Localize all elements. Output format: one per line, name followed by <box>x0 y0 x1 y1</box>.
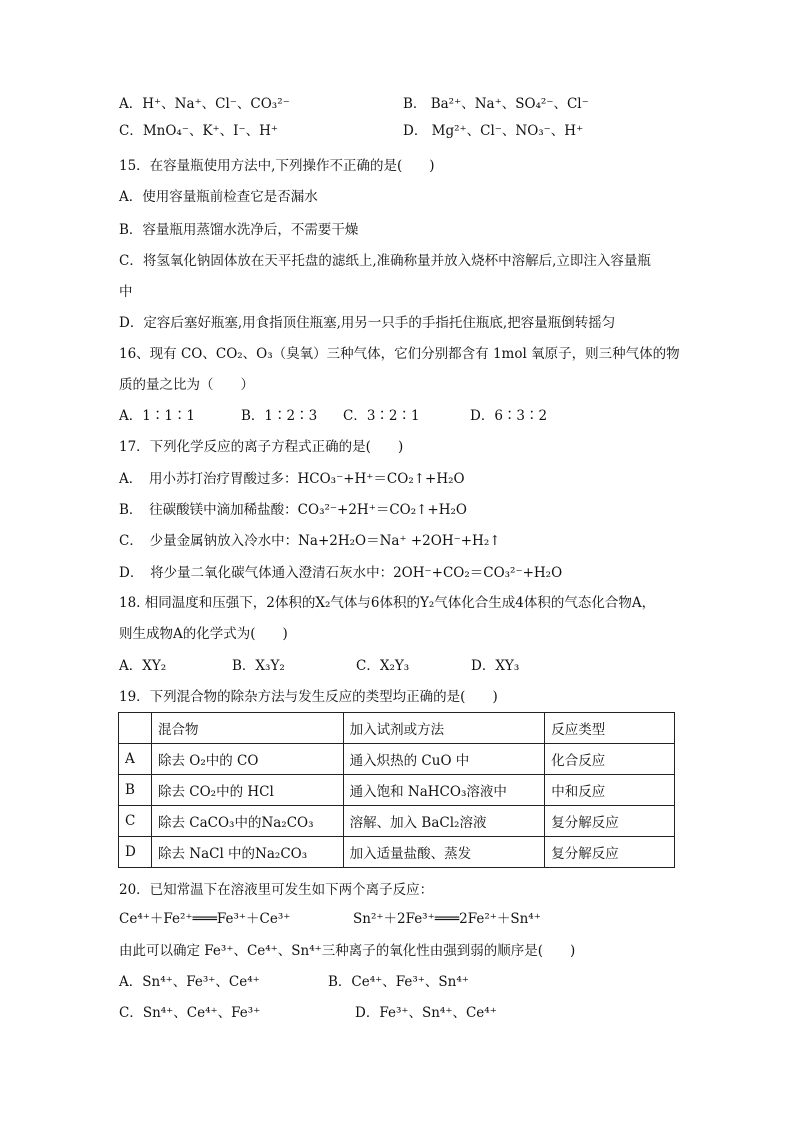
q18-option-c: C．X₂Y₃ <box>356 658 410 674</box>
table-cell: 溶解、加入 BaCl₂溶液 <box>343 806 545 837</box>
table-row <box>119 837 675 868</box>
q16-stem-line2: 质的量之比为（ ） <box>119 377 254 393</box>
q17-stem: 17．下列化学反应的离子方程式正确的是( ) <box>119 439 404 455</box>
q14-option-b: B． Ba²⁺、Na⁺、SO₄²⁻、Cl⁻ <box>403 96 589 112</box>
q15-option-d: D．定容后塞好瓶塞,用食指顶住瓶塞,用另一只手的手指托住瓶底,把容量瓶倒转摇匀 <box>119 315 616 331</box>
q17-option-b: B． 往碳酸镁中滴加稀盐酸：CO₃²⁻+2H⁺＝CO₂↑+H₂O <box>119 502 468 518</box>
q14-option-d: D． Mg²⁺、Cl⁻、NO₃⁻、H⁺ <box>403 123 584 139</box>
q16-option-d: D．6∶3∶2 <box>470 408 548 424</box>
q16-option-c: C．3∶2∶1 <box>343 408 420 424</box>
q15-option-b: B．容量瓶用蒸馏水洗净后，不需要干燥 <box>119 222 359 238</box>
q18-option-b: B．X₃Y₂ <box>232 658 285 674</box>
table-cell: 除去 CO₂中的 HCl <box>151 775 343 806</box>
q19-stem: 19．下列混合物的除杂方法与发生反应的类型均正确的是( ) <box>119 689 498 705</box>
q20-stem-line2: 由此可以确定 Fe³⁺、Ce⁴⁺、Sn⁴⁺三种离子的氧化性由强到弱的顺序是( ) <box>119 943 576 959</box>
q16-stem-line1: 16、现有 CO、CO₂、O₃（臭氧）三种气体，它们分别都含有 1mol 氧原子，则三种气体的物 <box>119 346 680 362</box>
q20-option-c: C．Sn⁴⁺、Ce⁴⁺、Fe³⁺ <box>119 1005 261 1021</box>
q15-option-c-line2: 中 <box>119 284 133 300</box>
q17-option-d: D． 将少量二氧化碳气体通入澄清石灰水中：2OH⁻+CO₂＝CO₃²⁻+H₂O <box>119 565 563 581</box>
table-cell: 化合反应 <box>545 744 675 775</box>
q20-stem: 20．已知常温下在溶液里可发生如下两个离子反应： <box>119 882 434 898</box>
q16-option-a: A．1∶1∶1 <box>119 408 196 424</box>
table-header-row <box>119 713 675 744</box>
q20-option-b: B．Ce⁴⁺、Fe³⁺、Sn⁴⁺ <box>328 974 469 990</box>
table-header-cell: 加入试剂或方法 <box>343 713 545 744</box>
table-header-cell: 反应类型 <box>545 713 675 744</box>
q20-equation-2: Sn²⁺＋2Fe³⁺═══2Fe²⁺＋Sn⁴⁺ <box>353 911 541 927</box>
q18-stem-line1: 18. 相同温度和压强下，2体积的X₂气体与6体积的Y₂气体化合生成4体积的气态化合物A， <box>119 595 656 611</box>
q17-option-c: C． 少量金属钠放入冷水中：Na+2H₂O＝Na⁺ +2OH⁻+H₂↑ <box>119 533 501 549</box>
table-cell: 中和反应 <box>545 775 675 806</box>
table-cell: 通入饱和 NaHCO₃溶液中 <box>343 775 545 806</box>
table-cell: 通入炽热的 CuO 中 <box>343 744 545 775</box>
table-cell: A <box>119 744 152 775</box>
table-cell: C <box>119 806 152 837</box>
q20-equation-1: Ce⁴⁺＋Fe²⁺═══Fe³⁺＋Ce³⁺ <box>119 911 291 927</box>
q18-stem-line2: 则生成物A的化学式为( ) <box>119 626 288 642</box>
table-row <box>119 806 675 837</box>
table-cell: 加入适量盐酸、蒸发 <box>343 837 545 868</box>
table-cell: 除去 NaCl 中的Na₂CO₃ <box>151 837 343 868</box>
q14-option-c: C．MnO₄⁻、K⁺、I⁻、H⁺ <box>119 123 279 139</box>
table-header-cell <box>119 713 152 744</box>
q20-option-d: D．Fe³⁺、Sn⁴⁺、Ce⁴⁺ <box>355 1005 497 1021</box>
table-row <box>119 744 675 775</box>
q15-option-a: A．使用容量瓶前检查它是否漏水 <box>119 189 318 205</box>
q20-option-a: A．Sn⁴⁺、Fe³⁺、Ce⁴⁺ <box>119 974 260 990</box>
table-cell: 除去 CaCO₃中的Na₂CO₃ <box>151 806 343 837</box>
q17-option-a: A． 用小苏打治疗胃酸过多：HCO₃⁻+H⁺＝CO₂↑+H₂O <box>119 471 465 487</box>
table-cell: 复分解反应 <box>545 806 675 837</box>
table-cell: 复分解反应 <box>545 837 675 868</box>
table-cell: 除去 O₂中的 CO <box>151 744 343 775</box>
q15-stem: 15．在容量瓶使用方法中,下列操作不正确的是( ) <box>119 158 435 174</box>
q18-option-a: A．XY₂ <box>119 658 167 674</box>
q14-option-a: A．H⁺、Na⁺、Cl⁻、CO₃²⁻ <box>119 96 290 112</box>
table-cell: B <box>119 775 152 806</box>
table-cell: D <box>119 837 152 868</box>
q15-option-c-line1: C．将氢氧化钠固体放在天平托盘的滤纸上,准确称量并放入烧杯中溶解后,立即注入容量瓶 <box>119 253 651 269</box>
q18-option-d: D．XY₃ <box>471 658 520 674</box>
table-header-cell: 混合物 <box>151 713 343 744</box>
table-row <box>119 775 675 806</box>
q19-table <box>118 712 675 868</box>
q16-option-b: B．1∶2∶3 <box>241 408 318 424</box>
